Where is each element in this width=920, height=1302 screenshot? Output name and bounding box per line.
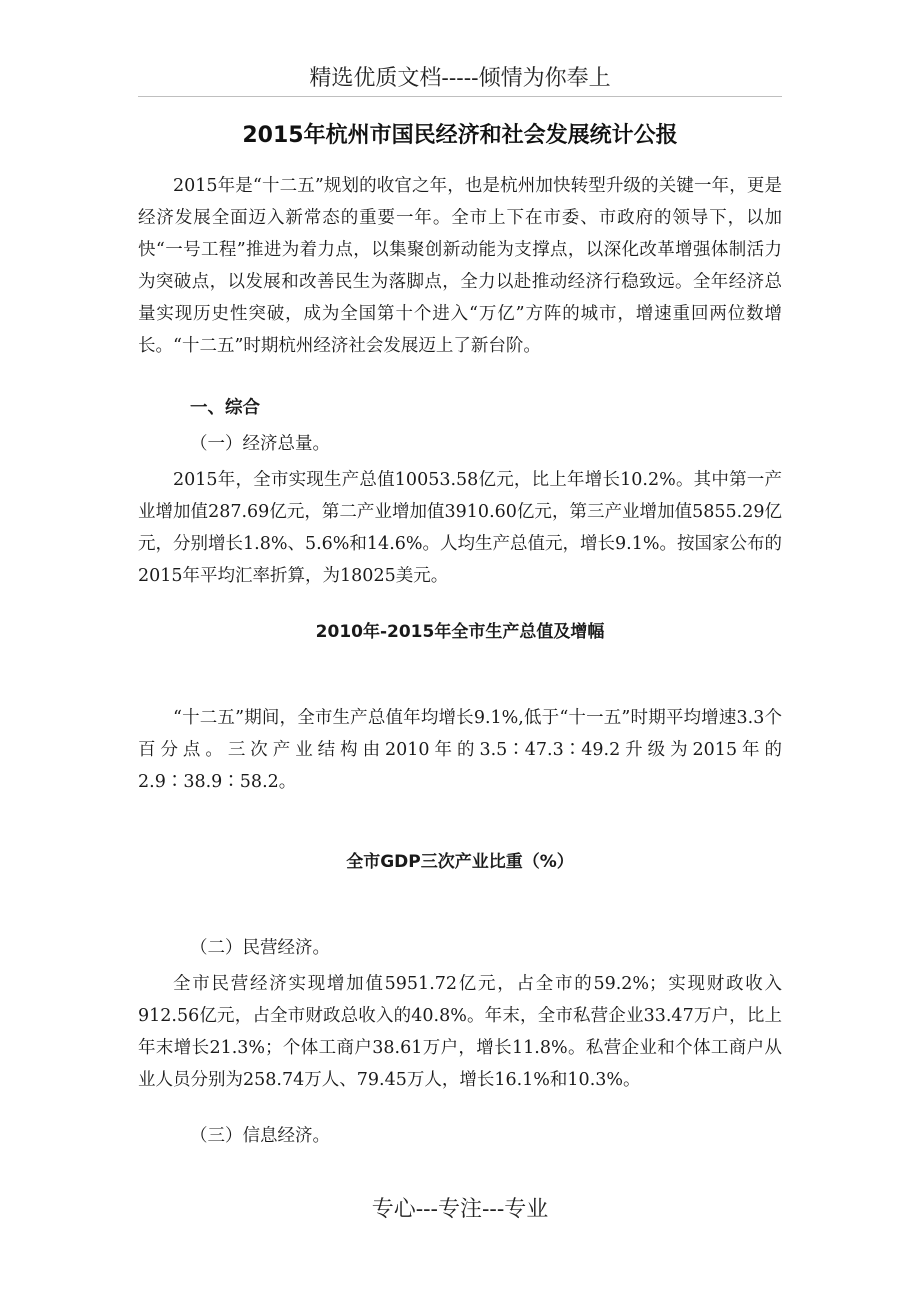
subheading-economic-total: （一）经济总量。 xyxy=(190,434,330,454)
private-economy-paragraph: 全市民营经济实现增加值5951.72亿元，占全市的59.2%；实现财政收入912.56亿元，占全市财政总收入的40.8%。年末，全市私营企业33.47万户，比上年末增长21.3%；个体工商户38.61万户，增长11.8%。私营企业和个体工商户从业人员分别为258.74万人、79.45万人，增长16.1%和10.3%。 xyxy=(138,974,782,1090)
chart-caption-gdp-growth: 2010年-2015年全市生产总值及增幅 xyxy=(315,622,605,642)
economic-total-paragraph: 2015年，全市实现生产总值10053.58亿元，比上年增长10.2%。其中第一产业增加值287.69亿元，第二产业增加值3910.60亿元，第三产业增加值5855.29亿元，分别增长1.8%、5.6%和14.6%。人均生产总值元，增长9.1%。按国家公布的2015年平均汇率折算，为18025美元。 xyxy=(138,470,782,586)
intro-paragraph: 2015年是“十二五”规划的收官之年，也是杭州加快转型升级的关键一年，更是经济发展全面迈入新常态的重要一年。全市上下在市委、市政府的领导下，以加快“一号工程”推进为着力点，以集聚创新动能为支撑点，以深化改革增强体制活力为突破点，以发展和改善民生为落脚点，全力以赴推动经济行稳致远。全年经济总量实现历史性突破，成为全国第十个进入“万亿”方阵的城市，增速重回两位数增长。“十二五”时期杭州经济社会发展迈上了新台阶。 xyxy=(138,176,782,356)
subheading-information-economy: （三）信息经济。 xyxy=(190,1126,330,1146)
subheading-private-economy: （二）民营经济。 xyxy=(190,938,330,958)
chart-caption-industry-share: 全市GDP三次产业比重（%） xyxy=(346,852,574,872)
twelfth-five-year-paragraph: “十二五”期间，全市生产总值年均增长9.1%,低于“十一五”时期平均增速3.3个百分点。三次产业结构由2010年的3.5∶47.3∶49.2升级为2015年的2.9∶38.9∶58.2。 xyxy=(138,708,782,792)
section-heading-overview: 一、综合 xyxy=(190,398,260,418)
page-header: 精选优质文档-----倾情为你奉上 xyxy=(138,62,782,97)
page-footer: 专心---专注---专业 xyxy=(371,1197,549,1222)
document-title: 2015年杭州市国民经济和社会发展统计公报 xyxy=(242,123,678,148)
